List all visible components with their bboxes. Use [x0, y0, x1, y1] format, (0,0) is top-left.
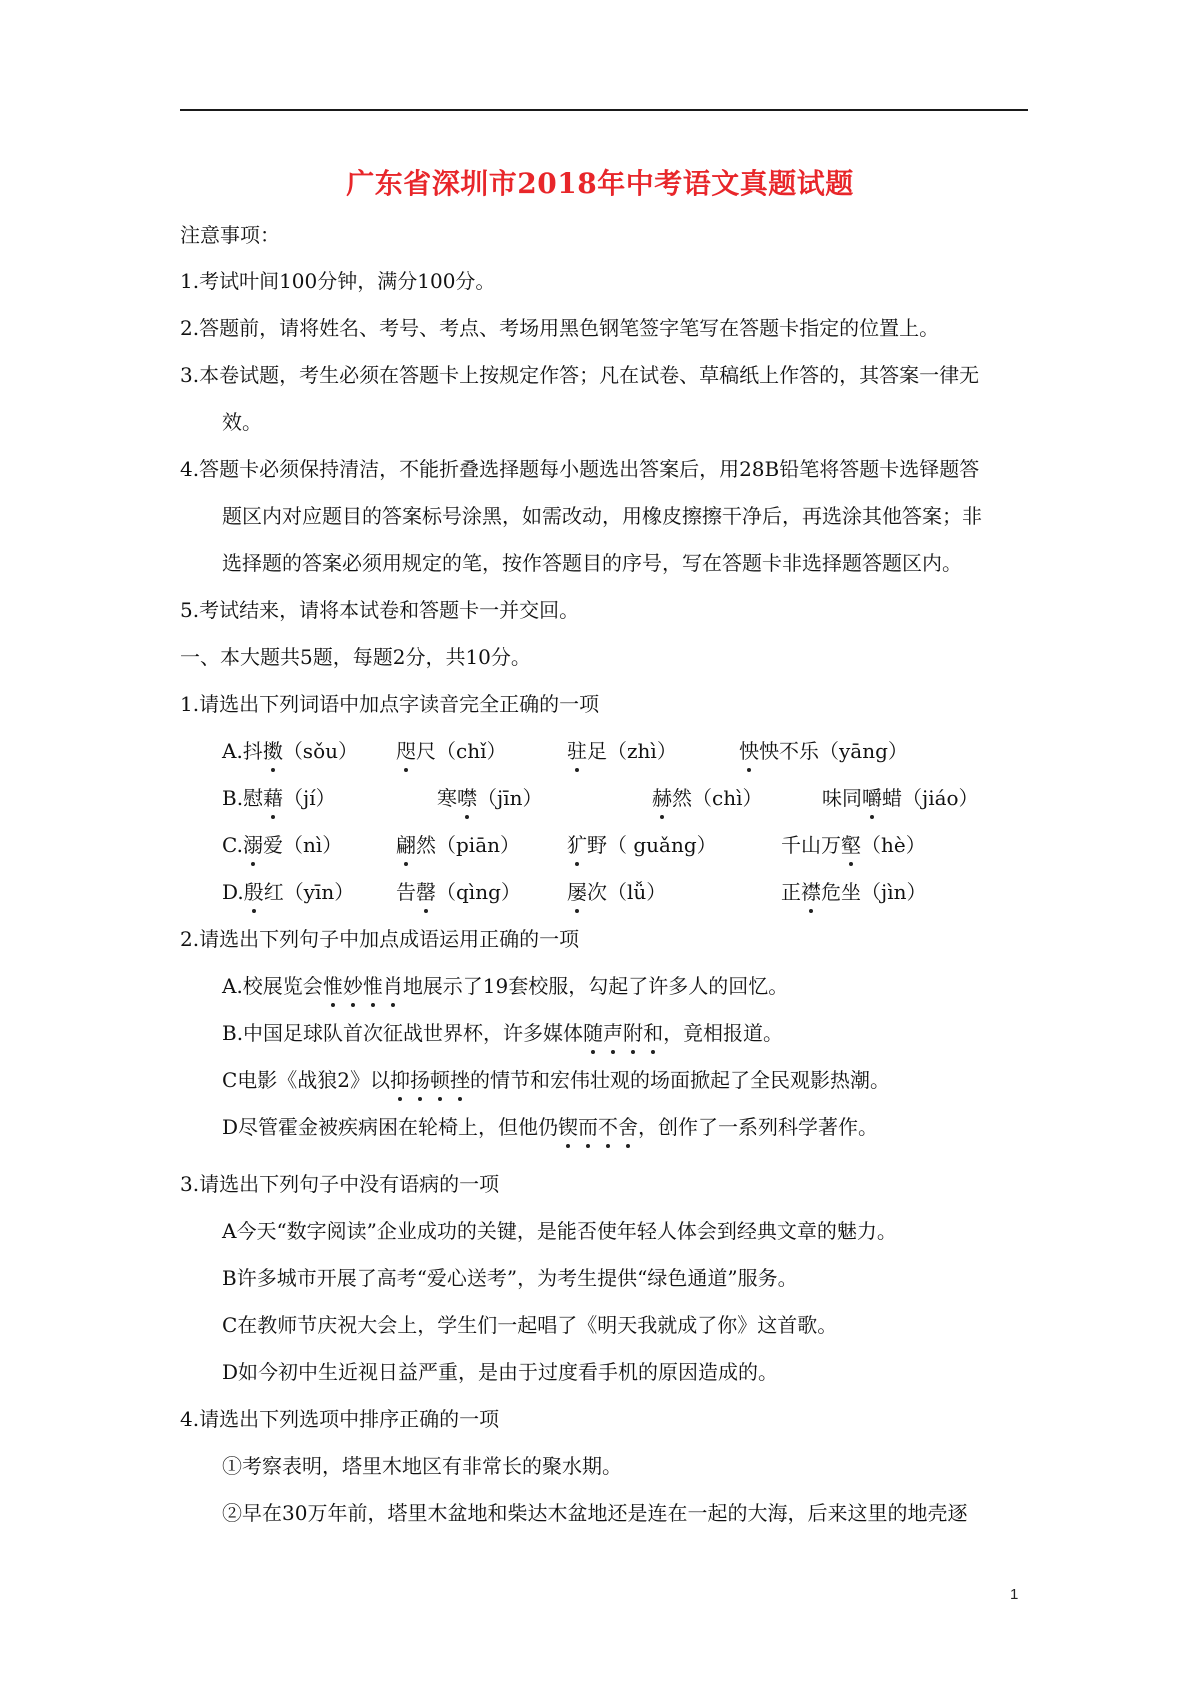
emphasis-char: 屡 — [567, 880, 587, 904]
emphasis-char: 附 — [623, 1021, 644, 1045]
emphasis-char: 驻 — [567, 739, 587, 763]
emphasis-char: 溺 — [242, 833, 263, 857]
question-1-stem: 1.请选出下列词语中加点字读音完全正确的一项 — [180, 692, 600, 716]
emphasis-char: 抑 — [390, 1068, 411, 1092]
emphasis-char: 罄 — [416, 880, 436, 904]
emphasis-char: 挫 — [450, 1068, 471, 1092]
emphasis-char: 壑 — [841, 833, 861, 857]
q1-c-word-1: C.溺爱（nì） — [222, 833, 343, 857]
emphasis-phrase — [390, 1068, 470, 1092]
header-rule — [180, 109, 1028, 111]
emphasis-char: 随 — [583, 1021, 604, 1045]
q3-option-c: C在教师节庆祝大会上，学生们一起唱了《明天我就成了你》这首歌。 — [222, 1313, 838, 1337]
emphasis-char: 声 — [603, 1021, 624, 1045]
emphasis-char: 舍 — [618, 1115, 639, 1139]
emphasis-char: 怏 — [739, 739, 759, 763]
q2-option-b: B.中国足球队首次征战世界杯，许多媒体随声附和，竟相报道。 — [222, 1021, 784, 1045]
q1-a-word-4: 怏怏不乐（yāng） — [739, 739, 908, 763]
q1-b-word-3: 赫然（chì） — [652, 786, 763, 810]
emphasis-char: 襟 — [801, 880, 821, 904]
emphasis-char: 惟 — [362, 974, 383, 998]
q4-sentence-1: ①考察表明，塔里木地区有非常长的聚水期。 — [222, 1454, 622, 1478]
emphasis-char: 咫 — [396, 739, 416, 763]
emphasis-char: 不 — [598, 1115, 619, 1139]
emphasis-char: 嚼 — [862, 786, 882, 810]
notes-heading: 注意事项： — [180, 223, 280, 247]
note-4-cont-1: 题区内对应题目的答案标号涂黑，如需改动，用橡皮擦擦干净后，再选涂其他答案；非 — [222, 504, 982, 528]
emphasis-char: 赫 — [652, 786, 672, 810]
q2-option-c: C电影《战狼2》以抑扬顿挫的情节和宏伟壮观的场面掀起了全民观影热潮。 — [222, 1068, 891, 1092]
q3-option-d: D如今初中生近视日益严重，是由于过度看手机的原因造成的。 — [222, 1360, 779, 1384]
emphasis-char: 和 — [643, 1021, 664, 1045]
note-4: 4.答题卡必须保持清洁，不能折叠选择题每小题选出答案后，用28B铅笔将答题卡选铎题答 — [180, 457, 980, 481]
q1-b-word-4: 味同嚼蜡（jiáo） — [822, 786, 979, 810]
page-title: 广东省深圳市2018年中考语文真题试题 — [346, 167, 854, 200]
question-4-stem: 4.请选出下列选项中排序正确的一项 — [180, 1407, 500, 1431]
note-3: 3.本卷试题，考生必须在答题卡上按规定作答；凡在试卷、草稿纸上作答的，其答案一律无 — [180, 363, 980, 387]
q1-a-word-2: 咫尺（chǐ） — [396, 739, 507, 763]
emphasis-char: 而 — [578, 1115, 599, 1139]
q1-a-word-3: 驻足（zhì） — [567, 739, 677, 763]
note-5: 5.考试结来，请将本试卷和答题卡一并交回。 — [180, 598, 580, 622]
q4-sentence-2: ②早在30万年前，塔里木盆地和柴达木盆地还是连在一起的大海，后来这里的地壳逐 — [222, 1501, 968, 1525]
emphasis-char: 噤 — [457, 786, 477, 810]
emphasis-char: 妙 — [342, 974, 363, 998]
q1-d-word-3: 屡次（lǚ） — [567, 880, 667, 904]
note-2: 2.答题前，请将姓名、考号、考点、考场用黑色钢笔签字笔写在答题卡指定的位置上。 — [180, 316, 940, 340]
q3-option-a: A今天“数字阅读”企业成功的关键，是能否使年轻人体会到经典文章的魅力。 — [222, 1219, 897, 1243]
q1-b-word-2: 寒噤（jīn） — [437, 786, 543, 810]
emphasis-char: 擞 — [262, 739, 283, 763]
emphasis-char: 藉 — [263, 786, 284, 810]
emphasis-char: 犷 — [567, 833, 587, 857]
q1-c-word-2: 翩然（piān） — [396, 833, 521, 857]
q1-b-word-1: B.慰藉（jí） — [222, 786, 336, 810]
q3-option-b: B许多城市开展了高考“爱心送考”，为考生提供“绿色通道”服务。 — [222, 1266, 798, 1290]
emphasis-char: 翩 — [396, 833, 416, 857]
note-1: 1.考试叶间100分钟，满分100分。 — [180, 269, 496, 293]
emphasis-char: 锲 — [558, 1115, 579, 1139]
emphasis-phrase — [558, 1115, 638, 1139]
q1-c-word-4: 千山万壑（hè） — [781, 833, 926, 857]
question-2-stem: 2.请选出下列句子中加点成语运用正确的一项 — [180, 927, 580, 951]
note-4-cont-2: 选择题的答案必须用规定的笔，按作答题目的序号，写在答题卡非选择题答题区内。 — [222, 551, 962, 575]
q1-d-word-4: 正襟危坐（jìn） — [781, 880, 927, 904]
emphasis-char: 殷 — [243, 880, 264, 904]
q1-a-word-1: A.抖擞（sǒu） — [222, 739, 358, 763]
emphasis-char: 扬 — [410, 1068, 431, 1092]
q1-d-word-1: D.殷红（yīn） — [222, 880, 355, 904]
q1-d-word-2: 告罄（qìng） — [396, 880, 521, 904]
question-3-stem: 3.请选出下列句子中没有语病的一项 — [180, 1172, 500, 1196]
emphasis-char: 肖 — [382, 974, 403, 998]
note-3-cont: 效。 — [222, 410, 262, 434]
emphasis-char: 惟 — [322, 974, 343, 998]
q1-c-word-3: 犷野（ guǎng） — [567, 833, 717, 857]
section-heading: 一、本大题共5题，每题2分，共10分。 — [180, 645, 531, 669]
emphasis-phrase — [323, 974, 403, 998]
page-number: 1 — [1010, 1586, 1019, 1603]
emphasis-phrase — [583, 1021, 663, 1045]
emphasis-char: 顿 — [430, 1068, 451, 1092]
q2-option-d: D尽管霍金被疾病困在轮椅上，但他仍锲而不舍，创作了一系列科学著作。 — [222, 1115, 879, 1139]
q2-option-a: A.校展览会惟妙惟肖地展示了19套校服，勾起了许多人的回忆。 — [222, 974, 789, 998]
